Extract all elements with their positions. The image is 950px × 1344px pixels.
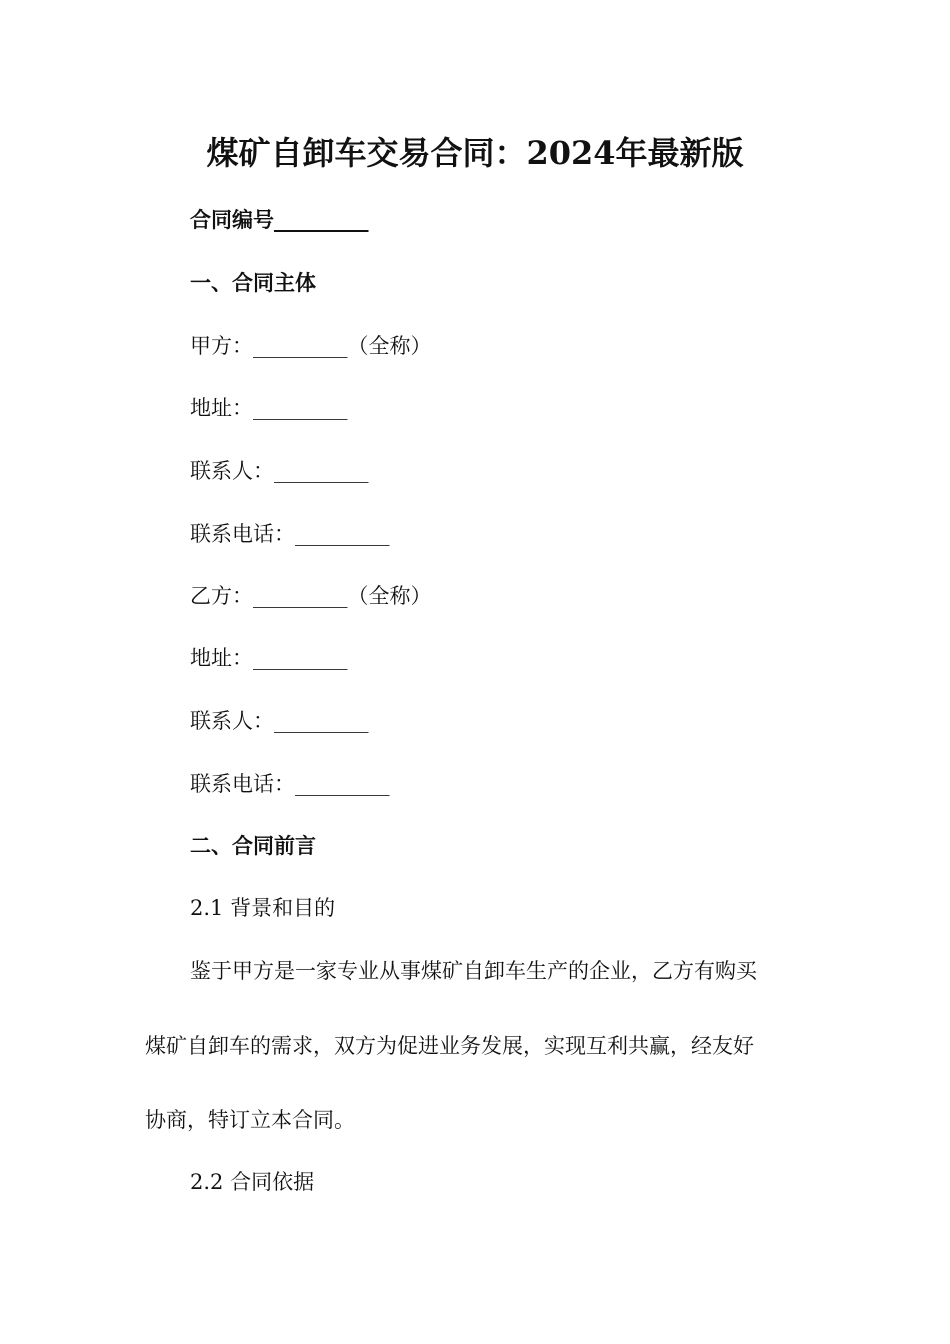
document-title: 煤矿自卸车交易合同：2024年最新版: [206, 134, 744, 172]
subsection-2-2-heading: 2.2 合同依据: [190, 1170, 315, 1194]
party-a-name: 甲方：_________（全称）: [190, 334, 432, 358]
subsection-2-1-heading: 2.1 背景和目的: [190, 896, 336, 920]
party-b-address: 地址：_________: [190, 646, 348, 670]
party-b-phone: 联系电话：_________: [190, 772, 390, 796]
party-a-contact: 联系人：_________: [190, 459, 369, 483]
paragraph-line-3: 协商，特订立本合同。: [145, 1108, 355, 1132]
section1-heading: 一、合同主体: [190, 270, 316, 295]
contract-number: 合同编号_________: [190, 207, 369, 232]
section2-heading: 二、合同前言: [190, 833, 316, 858]
party-a-phone: 联系电话：_________: [190, 522, 390, 546]
party-a-address: 地址：_________: [190, 396, 348, 420]
paragraph-line-1: 鉴于甲方是一家专业从事煤矿自卸车生产的企业，乙方有购买: [190, 959, 757, 983]
party-b-name: 乙方：_________（全称）: [190, 584, 432, 608]
party-b-contact: 联系人：_________: [190, 709, 369, 733]
paragraph-line-2: 煤矿自卸车的需求，双方为促进业务发展，实现互利共赢，经友好: [145, 1034, 754, 1058]
